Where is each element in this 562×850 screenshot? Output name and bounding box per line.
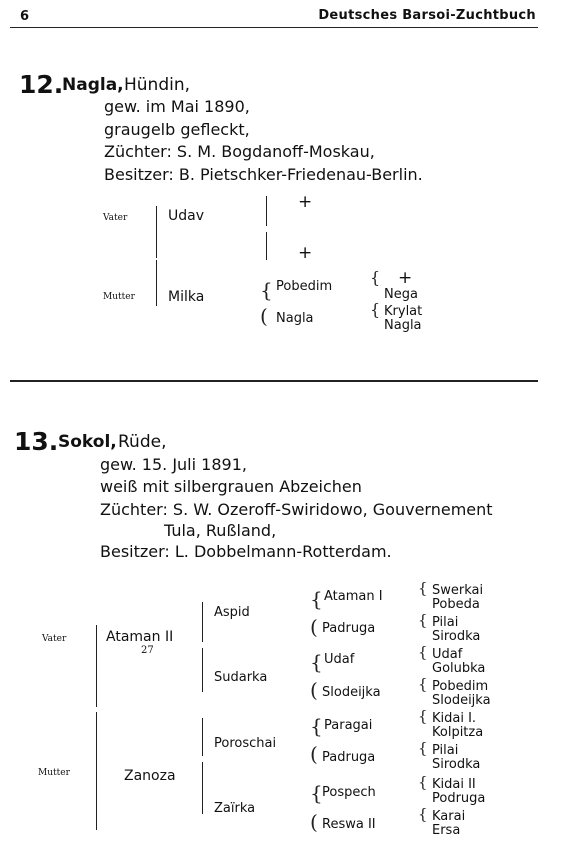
brace: ( [260,304,268,328]
ancestor-name: Slodeijka [432,693,491,708]
unknown-mark: + [298,243,313,263]
unknown-mark: + [298,192,313,212]
brace: ( [310,742,318,766]
ancestor-name: Golubka [432,661,486,676]
entry-number: 13. [14,427,59,456]
brace: ( [310,810,318,834]
bracket [202,762,203,814]
vater-label: Vater [103,213,128,223]
ancestor-name: Kolpitza [432,725,484,740]
brace: { [418,611,428,629]
breeder-line-continued: Tula, Rußland, [164,521,277,540]
grandparent-name: Zaïrka [214,801,256,816]
ancestor-name: Pobeda [432,597,480,612]
owner-line: Besitzer: L. Dobbelmann-Rotterdam. [100,542,392,561]
ancestor-name: Padruga [322,750,376,765]
ancestor-name: Pobedim [432,679,489,694]
dog-sex: Rüde, [118,432,167,452]
brace: { [418,675,428,693]
running-title: Deutsches Barsoi-Zuchtbuch [318,8,536,23]
ancestor-name: Reswa II [322,817,376,832]
bracket [266,196,267,226]
color-line: graugelb gefleckt, [104,120,250,139]
brace: ( [310,615,318,639]
ancestor-name: Kidai I. [432,711,477,726]
bracket [202,648,203,692]
brace: { [418,739,428,757]
ancestor-name: Ersa [432,823,461,838]
birth-line: gew. 15. Juli 1891, [100,455,247,474]
ancestor-name: Pilai [432,743,459,758]
sire-name: Ataman II [106,629,174,645]
brace: ( [310,678,318,702]
owner-line: Besitzer: B. Pietschker-Friedenau-Berlin. [104,165,423,184]
birth-line: gew. im Mai 1890, [104,97,250,116]
sire-name: Udav [168,208,204,224]
dam-name: Milka [168,289,205,305]
ancestor-name: Udaf [324,652,355,667]
dam-bracket [156,260,157,306]
ancestor-name: Udaf [432,647,463,662]
entry-number: 12. [19,70,64,99]
grandparent-name: Sudarka [214,670,268,685]
ancestor-name: Karai [432,809,466,824]
brace: { [260,278,273,302]
ancestor-name: Nagla [384,318,422,333]
dog-name: Nagla, [62,75,124,95]
breeder-line: Züchter: S. M. Bogdanoff-Moskau, [104,142,375,161]
brace: { [310,650,323,674]
brace: { [418,643,428,661]
bracket [266,232,267,260]
ancestor-name: Sirodka [432,629,481,644]
dam-name: Zanoza [124,768,176,784]
ancestor-name: Ataman I [324,589,383,604]
mutter-label: Mutter [103,292,135,302]
ancestor-name: Pobedim [276,279,333,294]
dog-name: Sokol, [58,432,117,452]
grandparent-name: Aspid [214,605,250,620]
breeder-line: Züchter: S. W. Ozeroff-Swiridowo, Gouvernement [100,500,493,519]
ancestor-name: Sirodka [432,757,481,772]
page-number: 6 [20,9,30,24]
grandparent-name: Poroschai [214,736,277,751]
ancestor-name: Padruga [322,621,376,636]
brace: { [418,707,428,725]
ancestor-name: Slodeijka [322,685,381,700]
ancestor-name: Podruga [432,791,486,806]
bracket [202,718,203,756]
brace: { [310,714,323,738]
entry-separator [10,380,538,382]
header-rule [10,27,538,28]
ancestor-name: Krylat [384,304,423,319]
brace: { [418,579,428,597]
bracket [202,602,203,642]
ancestor-name: Swerkai [432,583,484,598]
ancestor-name: Pilai [432,615,459,630]
brace: { [370,300,381,319]
vater-label: Vater [42,634,67,644]
dog-sex: Hündin, [124,75,191,95]
brace: { [418,773,428,791]
ancestor-name: Pospech [322,785,376,800]
dam-bracket [96,712,97,830]
ancestor-name: Kidai II [432,777,476,792]
brace: { [310,781,323,805]
sire-reference: 27 [141,645,154,656]
ancestor-name: Nega [384,287,418,302]
unknown-mark: + [398,268,413,288]
ancestor-name: Nagla [276,311,314,326]
mutter-label: Mutter [38,768,70,778]
color-line: weiß mit silbergrauen Abzeichen [100,477,362,496]
brace: { [370,268,381,287]
ancestor-name: Paragai [324,718,373,733]
brace: { [310,587,323,611]
brace: { [418,805,428,823]
sire-bracket [156,206,157,258]
sire-bracket [96,625,97,707]
